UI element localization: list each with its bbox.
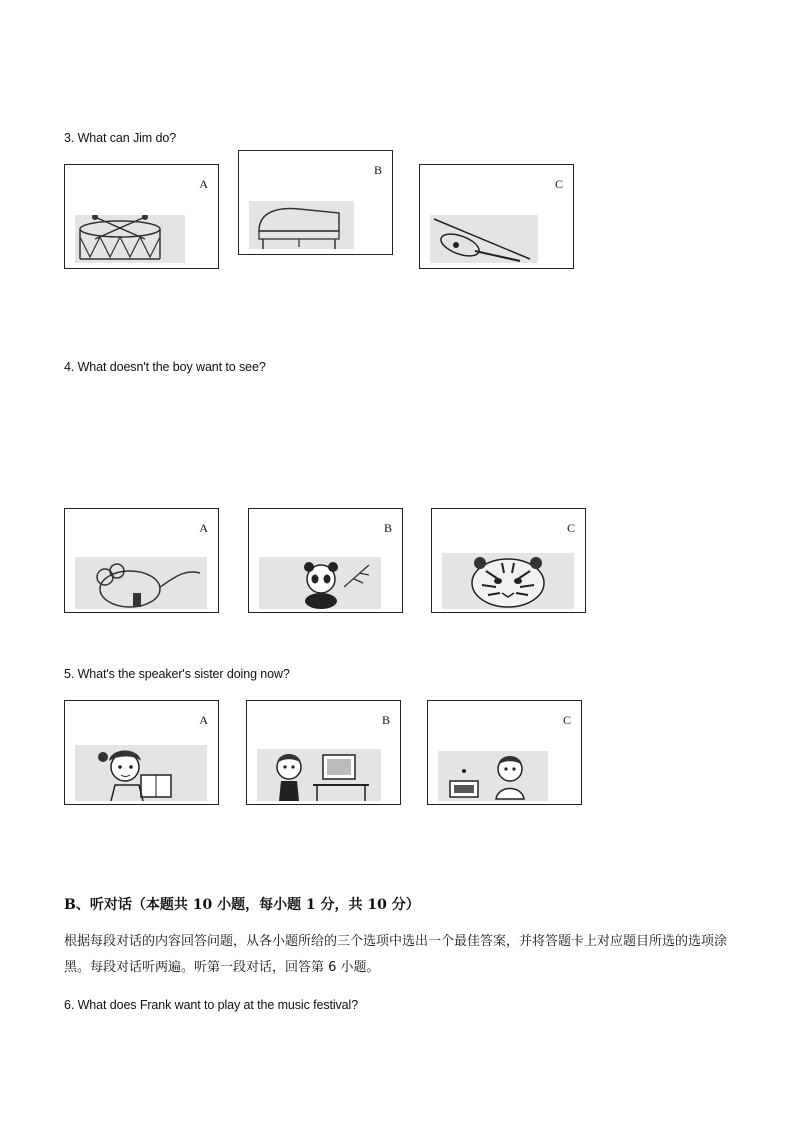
girl-reading-icon <box>75 745 207 801</box>
option-label: C <box>566 521 575 535</box>
option-label: B <box>373 163 382 177</box>
piano-icon <box>249 201 354 249</box>
option-label: C <box>562 713 571 727</box>
option-label: B <box>383 521 392 535</box>
tiger-icon <box>442 553 574 609</box>
panda-icon <box>259 557 381 609</box>
option-label: B <box>381 713 390 727</box>
option-5a[interactable] <box>64 700 219 805</box>
option-label: C <box>554 177 563 191</box>
question-4-text: 4. What doesn't the boy want to see? <box>64 360 266 374</box>
option-3b[interactable] <box>238 150 393 255</box>
question-6-text: 6. What does Frank want to play at the music festival? <box>64 998 359 1012</box>
question-5-text: 5. What's the speaker's sister doing now? <box>64 667 290 681</box>
option-5b[interactable] <box>246 700 401 805</box>
question-3-text: 3. What can Jim do? <box>64 131 177 145</box>
option-label: A <box>199 521 208 535</box>
option-4c[interactable] <box>431 508 586 613</box>
option-4b[interactable] <box>248 508 403 613</box>
option-3c[interactable] <box>419 164 574 269</box>
violin-icon <box>430 215 538 263</box>
option-4a[interactable] <box>64 508 219 613</box>
drum-icon <box>75 215 185 263</box>
option-label: A <box>199 177 208 191</box>
section-b-instructions: 根据每段对话的内容回答问题，从各小题所给的三个选项中选出一个最佳答案，并将答题卡上对应题目所选的选项涂黑。每段对话听两遍。听第一段对话，回答第 6 小题。 <box>64 934 728 975</box>
option-3a[interactable] <box>64 164 219 269</box>
boy-tv-icon <box>438 751 548 801</box>
option-5c[interactable] <box>427 700 582 805</box>
girl-computer-icon <box>257 749 381 801</box>
section-b-title: B、听对话（本题共 10 小题，每小题 1 分，共 10 分） <box>64 897 420 913</box>
mouse-icon <box>75 557 207 609</box>
option-label: A <box>199 713 208 727</box>
